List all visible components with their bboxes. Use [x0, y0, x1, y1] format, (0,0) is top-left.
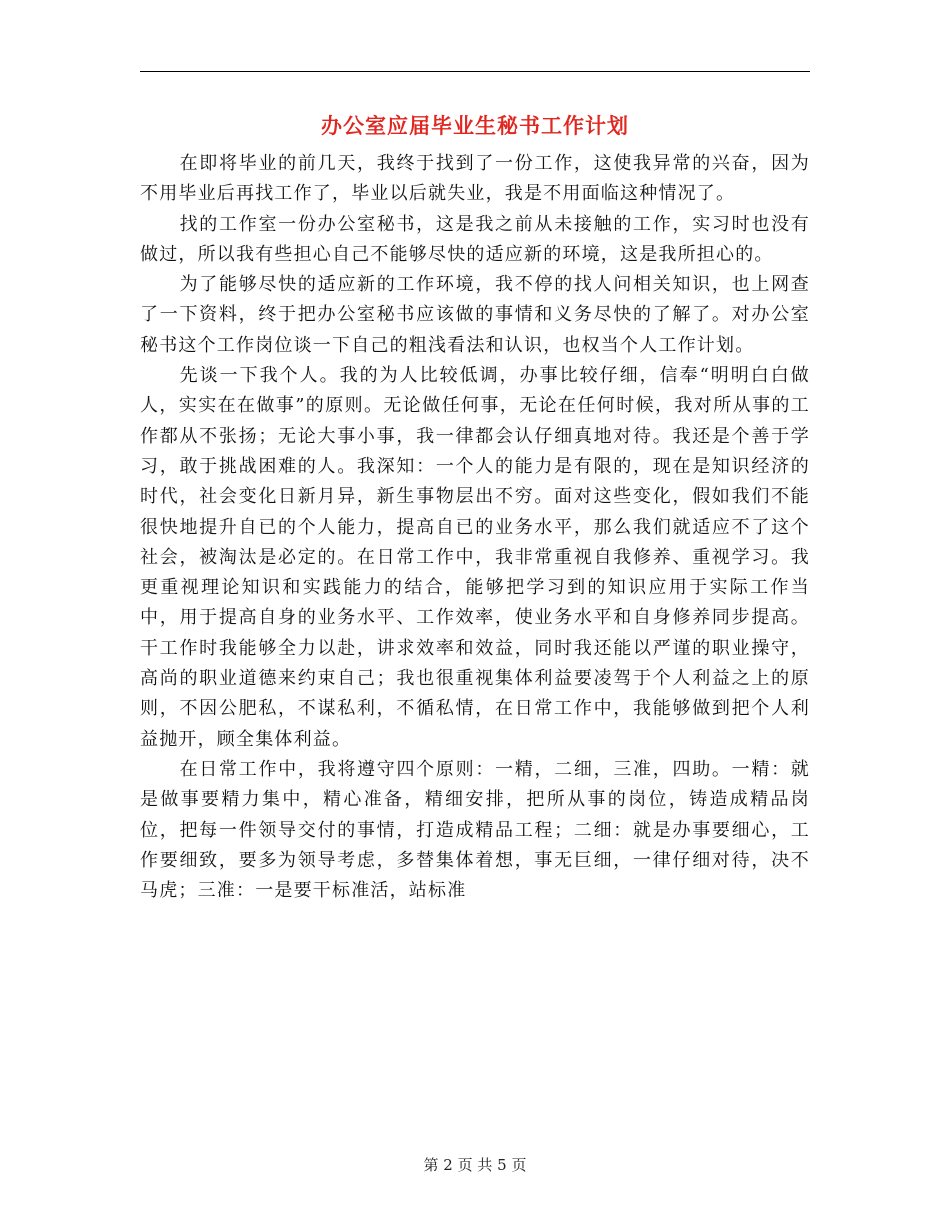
paragraph-1: 在即将毕业的前几天，我终于找到了一份工作，这使我异常的兴奋，因为不用毕业后再找工作了，毕业以后就失业，我是不用面临这种情况了。 [140, 153, 810, 205]
paragraph-4: 先谈一下我个人。我的为人比较低调，办事比较仔细，信奉“明明白白做人，实实在在做事”的原则。无论做任何事，无论在任何时候，我对所从事的工作都从不张扬；无论大事小事，我一律都会认仔细真地对待。我还是个善于学习，敢于挑战困难的人。我深知：一个人的能力是有限的，现在是知识经济的时代，社会变化日新月异，新生事物层出不穷。面对这些变化，假如我们不能很快地提升自已的个人能力，提高自已的业务水平，那么我们就适应不了这个社会，被淘汰是必定的。在日常工作中，我非常重视自我修养、重视学习。我更重视理论知识和实践能力的结合，能够把学习到的知识应用于实际工作当中，用于提高自身的业务水平、工作效率，使业务水平和自身修养同步提高。干工作时我能够全力以赴，讲求效率和效益，同时我还能以严谨的职业操守，高尚的职业道德来约束自己；我也很重视集体利益要凌驾于个人利益之上的原则，不因公肥私，不谋私利，不循私情，在日常工作中，我能够做到把个人利益抛开，顾全集体利益。 [140, 365, 810, 750]
document-title: 办公室应届毕业生秘书工作计划 [321, 113, 629, 138]
paragraph-5: 在日常工作中，我将遵守四个原则：一精，二细，三准，四助。一精：就是做事要精力集中，精心准备，精细安排，把所从事的岗位，铸造成精品岗位，把每一件领导交付的事情，打造成精品工程；二细：就是办事要细心，工作要细致，要多为领导考虑，多替集体着想，事无巨细，一律仔细对待，决不马虎；三准：一是要干标准活，站标准 [140, 758, 810, 902]
document-body [140, 149, 810, 906]
paragraph-3: 为了能够尽快的适应新的工作环境，我不停的找人问相关知识，也上网查了一下资料，终于把办公室秘书应该做的事情和义务尽快的了解了。对办公室秘书这个工作岗位谈一下自己的粗浅看法和认识，也权当个人工作计划。 [140, 274, 810, 356]
header-rule [140, 71, 810, 72]
page-number: 第 2 页 共 5 页 [423, 1156, 527, 1174]
paragraph-2: 找的工作室一份办公室秘书，这是我之前从未接触的工作，实习时也没有做过，所以我有些担心自己不能够尽快的适应新的环境，这是我所担心的。 [140, 213, 810, 265]
